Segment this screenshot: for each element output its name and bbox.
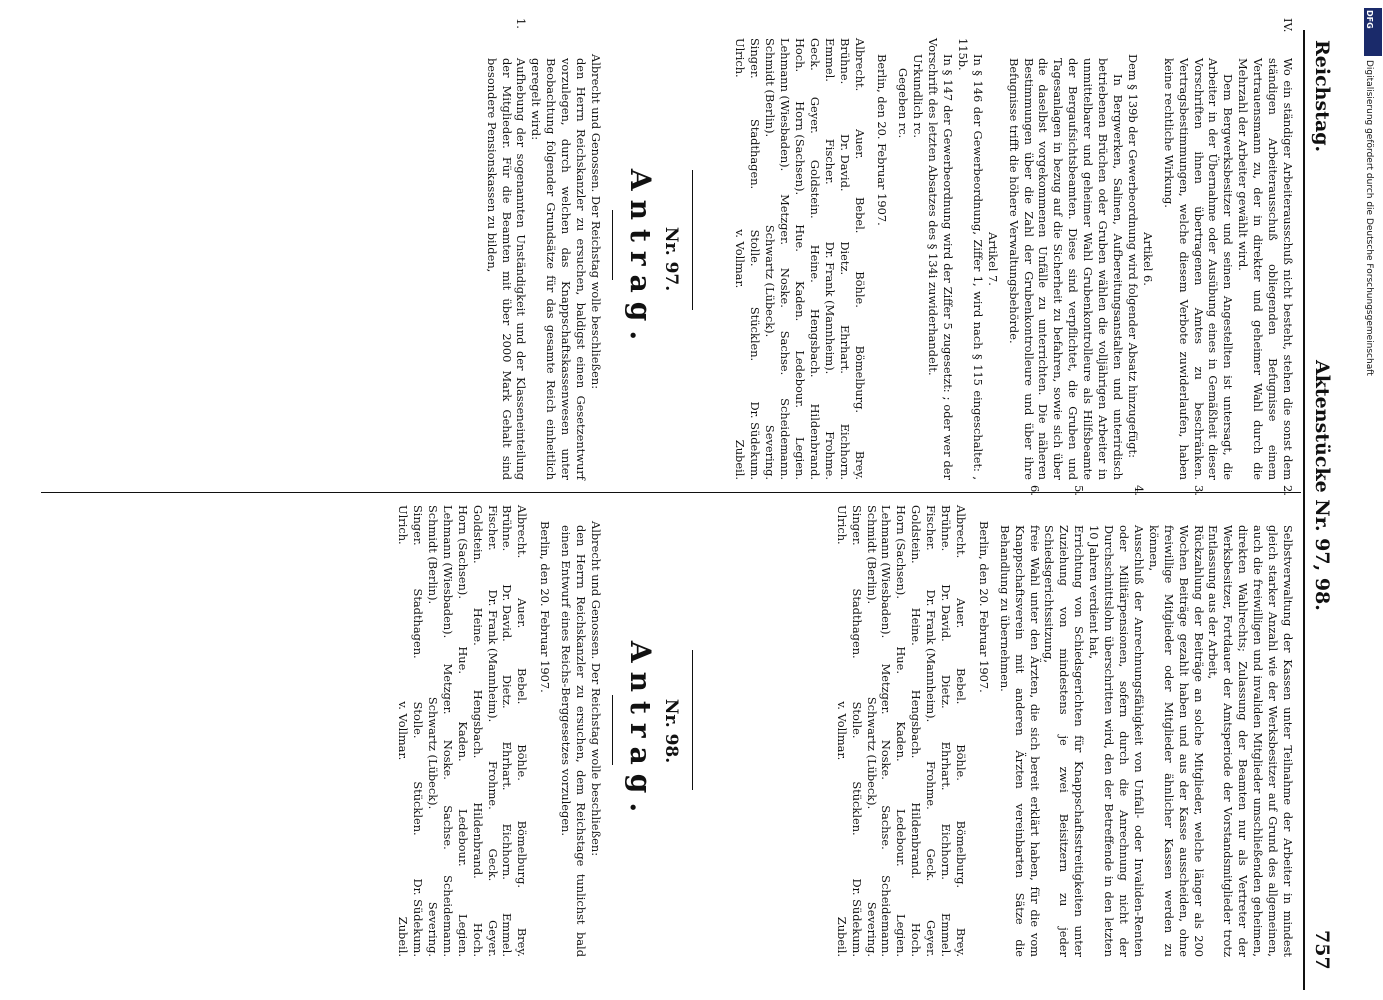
article-6-intro: Dem § 139b der Gewerbeordnung wird folgender Absatz hinzugefügt: [1125,54,1140,458]
signatory-name: Albrecht. [515,505,530,559]
signatory-name: Ulrich. [396,505,411,545]
signatory-name: Lehmann (Wiesbaden). [879,505,894,639]
signatory-name: Ledebour. [455,809,470,867]
signatory-name: Ehrhart. [837,324,852,374]
signatory-row [849,505,864,957]
signatory-row [923,505,938,957]
signatory-name: Emmel. [822,38,837,82]
list-item [997,485,1042,957]
signatory-name: Hildenbrand. [470,802,485,879]
column-right [834,485,1295,957]
signatory-name: Böhle. [515,744,530,781]
signatory-name: Dr. Südekum. [849,878,864,957]
nr-98-label: Nr. 98. [661,698,681,764]
signatory-name: Singer. [748,38,763,79]
signatory-name: Severing. [864,901,879,957]
signatory-name: Albrecht. [953,505,968,559]
date-line: Berlin, den 20. Februar 1907. [976,521,991,693]
list-item [1146,485,1206,957]
signatory-row [834,505,849,957]
signatory-name: Geck. [807,38,822,71]
signatory-name: Heine. [807,244,822,283]
signatory-name: Dr. Frank (Mannheim). [485,589,500,723]
signatory-name: Brühne. [837,38,852,85]
signatory-name: Emmel. [500,913,515,957]
signatory-name: Hoch. [792,38,807,73]
signatories-nr-98 [395,505,529,957]
signatory-name: Severing. [763,424,778,480]
signatory-name: Noske. [440,739,455,780]
signatory-name: Dr. Südekum. [748,401,763,480]
signatory-name: Ledebour. [792,350,807,408]
funding-note: Digitalisierung gefördert durch die Deutsche Forschungsgemeinschaft [1364,60,1374,376]
signatory-name: Bömelburg. [852,345,867,414]
signatory-name: Goldstein. [909,505,924,564]
signatory-name: Horn (Sachsen). [455,505,470,599]
list-item-number: 5. [1072,485,1087,496]
signatory-row [500,505,515,957]
signatory-name: Hoch. [909,922,924,957]
signatory-name: Hengsbach. [470,689,485,759]
signatory-name: Böhle. [852,271,867,308]
signatory-name: Noske. [778,267,792,308]
column-left [732,18,1295,480]
nr-98-intro: Albrecht und Genossen. Der Reichstag wolle beschließen: [589,521,603,857]
signatory-name: Brühne. [500,505,515,552]
signatory-name: Kaden. [894,721,909,762]
signatory-name: Stolle. [748,229,763,267]
list-item-text: Errichtung von Schiedsgerichten für Knappschaftsstreitigkeiten unter Zuziehung von mindestens je zwei Beisitzern zu jeder Schiedsgerichtssitzung, [1042,525,1087,957]
signatory-name: Metzger. [778,194,792,245]
divider [692,170,693,310]
signatory-row [485,505,500,957]
signatory-name: Noske. [879,739,894,780]
signatory-name: Sachse. [879,805,894,850]
signatory-row [908,505,923,957]
signatory-name: Stolle. [849,701,864,739]
signatory-name: Ehrhart. [500,741,515,791]
signatory-name: Geyer. [485,920,500,957]
signatory-name: Bebel. [852,197,867,234]
nr-98-text: den Herrn Reichskanzler zu ersuchen, dem Reichstage tunlichst bald einen Entwurf eines Reichs-Berggesetzes vorzulegen. [559,525,589,957]
nr-98-title: Antrag. [624,640,657,822]
signatory-name: Schmidt (Berlin). [864,505,879,605]
rotated-document [41,0,1341,1000]
signatory-name: Brey. [515,927,530,957]
signatory-name: Geyer. [924,920,939,957]
signatory-name: Bömelburg. [515,820,530,889]
signatory-name: Goldstein. [807,159,822,219]
signatory-name: Zubeil. [834,916,849,957]
signatory-row [440,505,455,957]
signatory-name: Frohme. [924,761,939,810]
signatory-row [514,505,529,957]
article-6-heading: Artikel 6. [1140,232,1155,286]
signatory-name: Hildenbrand. [909,802,924,879]
signatory-name: Horn (Sachsen). [894,505,909,599]
date-line: Berlin, den 20. Februar 1907. [875,54,890,226]
signatory-name: Schwartz (Lübeck). [763,224,778,338]
signatory-name: Eichhorn. [837,423,852,480]
signatory-name: Dr. David. [939,584,954,642]
signatory-name: Frohme. [485,761,500,810]
header-rule [1303,30,1305,990]
signatory-row [807,38,822,480]
signatory-name: Dietz. [500,674,515,709]
signatory-name: Brey. [852,450,867,480]
column-separator [41,492,1301,493]
signatory-name: Eichhorn. [939,823,954,880]
signatory-name: Schwartz (Lübeck). [864,696,879,810]
signatory-name: Stolle. [411,701,426,739]
signatory-row [732,38,747,480]
signatory-name: Hue. [894,646,909,674]
paragraph: Dem Bergwerksbesitzer und seinen Angestellten ist untersagt, die Arbeiter in der Übernahme oder Ausübung eines in Gemäßheit dieser Vorschriften ihnen übertragenen Amtes zu beschränken. Vertragsbestimmungen, welche diesem Verbote zuwiderlaufen, haben keine rechtliche Wirkung. [1161,58,1236,480]
signatory-name: Dr. Frank (Mannheim). [822,241,837,375]
signatory-name: Legien. [792,437,807,480]
signatory-name: Böhle. [953,744,968,781]
article-6-text: In Bergwerken, Salinen, Aufbereitungsanstalten und unterirdisch betriebenen Brüchen oder Gruben wählen die volljährigen Arbeiter in unmittelbarer und geheimer Wahl Grubenkontrolleure als Hilfsbeamte der Bergaufsichtsbeamten. Diese sind verpflichtet, die Gruben und Tagesanlagen in bezug auf die Sicherheit zu befahren, sowie sich über die daselbst vorgekommenen Unfälle zu unterrichten. Die näheren Bestimmungen über die Zahl der Grubenkontrolleure und über ihre Befugnisse trifft die höhere Verwaltungsbehörde. [1006,58,1126,480]
signatory-name: Dr. David. [500,584,515,642]
signatory-name: Emmel. [939,913,954,957]
header-center: Aktenstücke Nr. 97, 98. [1311,360,1333,611]
signatory-name: Hoch. [470,922,485,957]
signatory-name: Fischer. [924,505,939,551]
article-7-para-1: In § 146 der Gewerbeordnung, Ziffer 1, wird nach § 115 eingeschaltet: , 115b. [955,38,985,480]
divider [692,650,693,790]
signatory-name: Zubeil. [733,439,748,480]
signatory-name: Hue. [455,646,470,674]
signatory-name: Legien. [455,914,470,957]
nr-97-title: Antrag. [624,168,657,350]
signatory-name: Schwartz (Lübeck). [425,696,440,810]
signatory-name: Ulrich. [834,505,849,545]
signatory-name: Geck. [924,848,939,882]
signatory-name: Lehmann (Wiesbaden). [778,38,792,172]
nr-97-item-1 [484,18,529,480]
list-item-number: 2. [1281,485,1295,496]
signatory-name: Auer. [515,598,530,629]
signatory-name: Severing. [425,901,440,957]
dfg-logo-text: DFG [1365,10,1374,29]
list-item-text: freie Wahl unter den Ärzten, die sich bereit erklärt haben, für die vom Knappschaftsverein mit anderen Ärzten vereinbarten Sätze die Behandlung zu übernehmen. [997,525,1042,957]
signatory-name: Frohme. [822,431,837,480]
signatory-name: Geck. [485,848,500,882]
signatory-name: Brühne. [939,505,954,552]
list-item [1206,485,1295,957]
nr-97-text: den Herrn Reichskanzler zu ersuchen, baldigst einen Gesetzentwurf vorzulegen, durch welchen das Knappschaftskassenwesen unter Beobachtung folgender Grundsätze für das gesamte Reich einheitlich geregelt wird: [529,58,589,480]
signatory-name: Scheidemann. [879,875,894,957]
signatory-name: Lehmann (Wiesbaden). [440,505,455,639]
signatory-name: Fischer. [822,138,837,185]
nr-97-item-1-number: 1. [514,18,529,29]
signatory-name: Auer. [953,598,968,629]
signatory-row [747,38,762,480]
signatory-row [822,38,837,480]
nr-97-body [484,18,603,480]
signatory-name: Bebel. [515,668,530,705]
list-item [1042,485,1087,957]
signatory-name: Kaden. [792,280,807,322]
signatory-name: Stadthagen. [411,588,426,659]
signatory-name: Schmidt (Berlin). [425,505,440,605]
list-item-text: Rückzahlung der Beiträge an solche Mitglieder, welche länger als 200 Wochen Beiträge gezahlt haben und aus der Kasse ausscheiden, ohne freiwillige Mitglieder oder Mitglieder ähnlicher Kassen werden zu können, [1146,525,1206,957]
signatory-row [470,505,485,957]
signatory-name: Dr. Frank (Mannheim). [924,589,939,723]
signatory-name: Heine. [909,607,924,646]
signatory-name: Zubeil. [396,916,411,957]
signatory-row [425,505,440,957]
signatory-name: Brey. [953,927,968,957]
signatory-name: Singer. [849,505,864,546]
signatories-nr-96 [732,38,866,480]
title-rule [612,695,613,765]
signatory-name: Fischer. [485,505,500,551]
nr-97-item-1-text: Aufhebung der sogenannten Unständigkeit und der Klasseneinteilung der Mitglieder. Für die Beamten mit über 2000 Mark Gehalt sind besondere Pensionskassen zu bilden, [484,58,529,480]
signatory-name: Albrecht. [852,38,867,92]
signatory-row [410,505,425,957]
signatory-name: Auer. [852,129,867,160]
signatory-name: Ledebour. [894,809,909,867]
section-iv-text: Wo ein ständiger Arbeiterausschuß nicht besteht, stehen die sonst dem ständigen Arbeiterausschuß obliegenden Befugnisse einem Vertrauensmann zu, der in direkter und geheimer Wahl durch die Mehrzahl der Arbeiter gewählt wird. [1236,58,1295,480]
list-item-text: Selbstverwaltung der Kassen unter Teilnahme der Arbeiter in mindest gleich starker Anzahl wie der Werksbesitzer auf Grund des allgemeinen, auch die freiwilligen und invaliden Mitglieder umschließenden geheimen, direkten Wahlrechts; Zulassung der Beamten nur als Vertreter der Werksbesitzer, Fortdauer der Amtsperiode der Vorstandsmitglieder trotz Entlassung aus der Arbeit, [1206,525,1295,957]
signatory-row [777,38,792,480]
nr-97-intro: Albrecht und Genossen. Der Reichstag wolle beschließen: [589,54,603,390]
signatory-name: Stücklen. [849,781,864,836]
article-7-para-2: In § 147 der Gewerbeordnung wird der Ziffer 5 zugesetzt: ; oder wer der Vorschrift des letzten Absatzes des § 134i zuwiderhandelt. [926,38,956,480]
signatory-name: v. Vollmar. [396,701,411,761]
signatory-name: Sachse. [778,330,792,376]
signatory-name: Stadthagen. [849,588,864,659]
signatory-name: Scheidemann. [778,398,792,480]
list-item-number: 4. [1131,485,1146,496]
list-item-number: 6. [1027,485,1042,496]
signatory-name: Dietz. [939,674,954,709]
list-item-text: Ausschluß der Anrechnungsfähigkeit von Unfall- oder Invaliden-Renten oder Militärpensionen, sofern durch die Anrechnung nicht der Durchschnittslohn überschritten wird, den der Betreffende in den letzten 10 Jahren verdient hat, [1087,525,1146,957]
signatory-name: Stücklen. [411,781,426,836]
signatory-name: Sachse. [440,805,455,850]
signatory-name: Hildenbrand. [807,403,822,480]
signatory-name: Ulrich. [733,38,748,78]
header-left: Reichstag. [1311,40,1333,153]
signatory-row [864,505,879,957]
signatory-row [879,505,894,957]
section-iv-number: IV. [1281,18,1295,33]
signatory-name: Bebel. [953,668,968,705]
signatory-name: Eichhorn. [500,823,515,880]
list-item [1086,485,1146,957]
signatory-name: Metzger. [879,663,894,715]
signatory-name: Schmidt (Berlin). [763,38,778,138]
signatory-name: Scheidemann. [440,875,455,957]
signatory-name: Singer. [411,505,426,546]
nr-97-label: Nr. 97. [661,226,681,292]
nr-97-items [997,485,1295,957]
signatory-row [893,505,908,957]
signatory-name: Legien. [894,914,909,957]
title-rule [612,210,613,280]
signatory-row [852,38,867,480]
section-iv [1235,18,1295,480]
signatory-row [792,38,807,480]
signatory-name: Horn (Sachsen). [792,101,807,196]
date-line: Berlin, den 20. Februar 1907. [538,521,553,693]
signatory-name: Bömelburg. [953,820,968,889]
signatory-name: Stadthagen. [748,119,763,190]
signatory-row [953,505,968,957]
urkundlich: Urkundlich rc. [911,54,926,138]
signatory-name: Hue. [792,224,807,252]
signatory-row [938,505,953,957]
signatory-name: v. Vollmar. [834,701,849,761]
signatory-row [762,38,777,480]
signatory-row [395,505,410,957]
signatory-name: Dr. Südekum. [411,878,426,957]
gegeben: Gegeben rc. [896,68,911,139]
signatory-row [455,505,470,957]
page-number: 757 [1311,930,1333,970]
nr-98-body [395,505,603,957]
signatory-name: Geyer. [807,96,822,134]
signatory-name: Dietz. [837,241,852,276]
signatory-name: Heine. [470,607,485,646]
signatory-name: Hengsbach. [909,689,924,759]
signatories-nr-97 [834,505,968,957]
signatory-name: Goldstein. [470,505,485,564]
signatory-name: v. Vollmar. [733,229,748,289]
article-7-heading: Artikel 7. [985,232,1000,286]
signatory-name: Kaden. [455,721,470,762]
signatory-name: Dr. David. [837,134,852,192]
signatory-name: Stücklen. [748,306,763,362]
list-item-number: 3. [1191,485,1206,496]
signatory-name: Metzger. [440,663,455,715]
signatory-name: Hengsbach. [807,308,822,378]
signatory-name: Ehrhart. [939,741,954,791]
signatory-row [837,38,852,480]
